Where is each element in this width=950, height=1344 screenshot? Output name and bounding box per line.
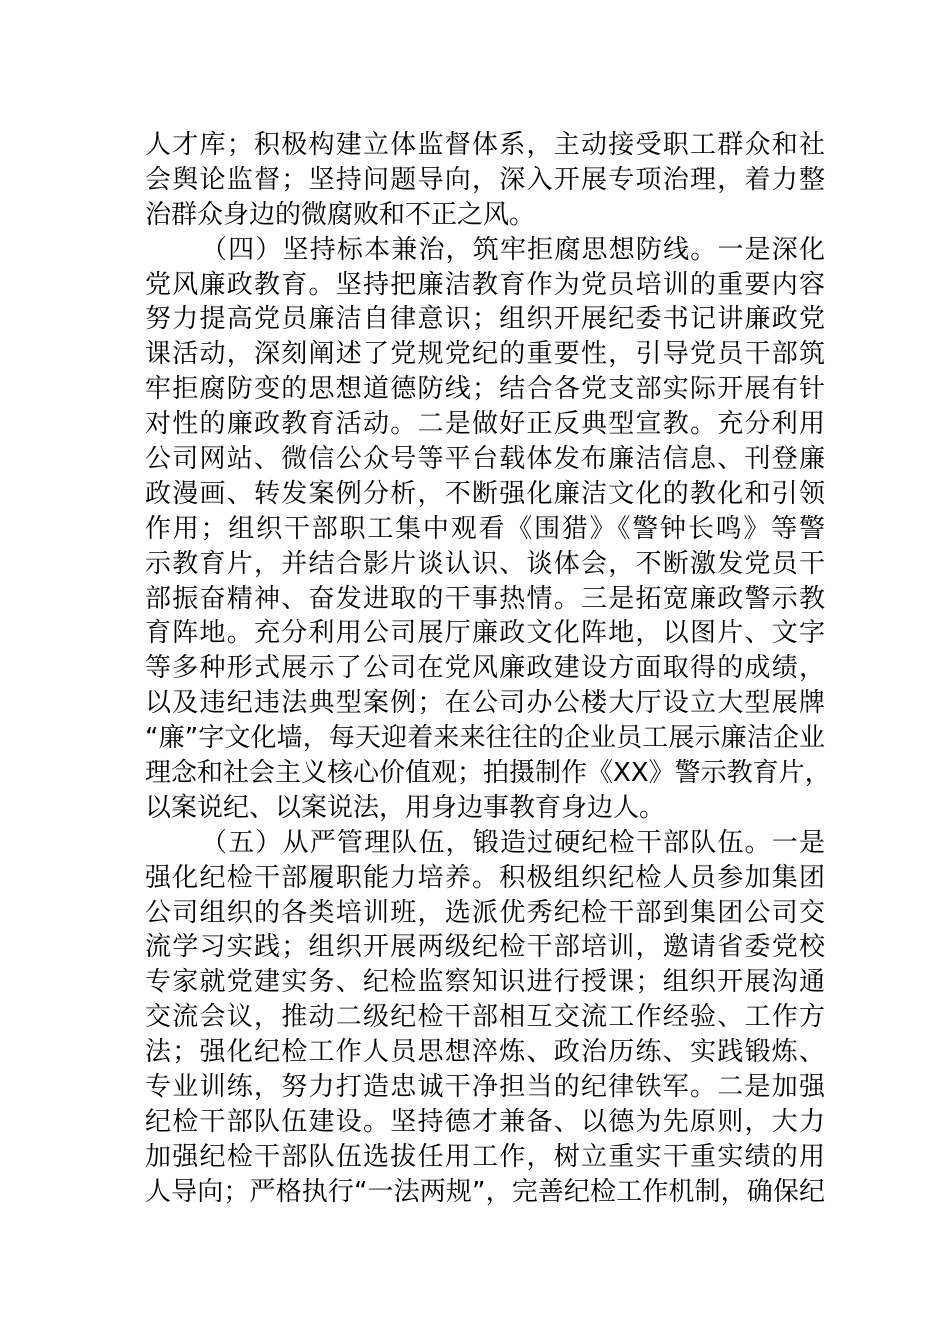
text-line: 对性的廉政教育活动。二是做好正反典型宣教。充分利用 <box>145 409 825 440</box>
section-heading-line: （五）从严管理队伍，锻造过硬纪检干部队伍。一是 <box>201 827 825 858</box>
text-line: 纪检干部队伍建设。坚持德才兼备、以德为先原则，大力 <box>145 1106 825 1137</box>
text-line: 作用；组织干部职工集中观看《围猎》《警钟长鸣》等警 <box>145 513 825 544</box>
text-line: 政漫画、转发案例分析，不断强化廉洁文化的教化和引领 <box>145 478 825 509</box>
text-line: 示教育片，并结合影片谈认识、谈体会，不断激发党员干 <box>145 548 825 579</box>
text-line: 专业训练，努力打造忠诚干净担当的纪律铁军。二是加强 <box>145 1072 825 1103</box>
text-line: 专家就党建实务、纪检监察知识进行授课；组织开展沟通 <box>145 967 825 998</box>
text-line: 人导向；严格执行“一法两规”，完善纪检工作机制，确保纪 <box>145 1176 825 1207</box>
text-line: 等多种形式展示了公司在党风廉政建设方面取得的成绩， <box>145 653 825 684</box>
text-line: 流学习实践；组织开展两级纪检干部培训，邀请省委党校 <box>145 932 825 963</box>
text-line: 以案说纪、以案说法，用身边事教育身边人。 <box>145 792 666 823</box>
text-line: 努力提高党员廉洁自律意识；组织开展纪委书记讲廉政党 <box>145 304 825 335</box>
text-line: 课活动，深刻阐述了党规党纪的重要性，引导党员干部筑 <box>145 339 825 370</box>
text-line: 治群众身边的微腐败和不正之风。 <box>145 199 536 230</box>
text-line: 牢拒腐防变的思想道德防线；结合各党支部实际开展有针 <box>145 374 825 405</box>
text-line: 育阵地。充分利用公司展厅廉政文化阵地，以图片、文字 <box>145 618 825 649</box>
text-line: 强化纪检干部履职能力培养。积极组织纪检人员参加集团 <box>145 862 825 893</box>
text-line: 党风廉政教育。坚持把廉洁教育作为党员培训的重要内容 <box>145 269 825 300</box>
text-line: 公司网站、微信公众号等平台载体发布廉洁信息、刊登廉 <box>145 444 825 475</box>
text-line: 人才库；积极构建立体监督体系，主动接受职工群众和社 <box>145 130 825 160</box>
text-line: 法；强化纪检工作人员思想淬炼、政治历练、实践锻炼、 <box>145 1037 825 1068</box>
section-heading-line: （四）坚持标本兼治，筑牢拒腐思想防线。一是深化 <box>201 234 825 265</box>
document-body <box>145 128 831 1210</box>
text-line: 部振奋精神、奋发进取的干事热情。三是拓宽廉政警示教 <box>145 583 825 614</box>
text-line: 会舆论监督；坚持问题导向，深入开展专项治理，着力整 <box>145 164 825 195</box>
text-line: 加强纪检干部队伍选拔任用工作，树立重实干重实绩的用 <box>145 1141 825 1172</box>
text-line: 交流会议，推动二级纪检干部相互交流工作经验、工作方 <box>145 1002 825 1033</box>
text-line: 以及违纪违法典型案例；在公司办公楼大厅设立大型展牌 <box>145 688 825 719</box>
text-line: 公司组织的各类培训班，选派优秀纪检干部到集团公司交 <box>145 897 825 928</box>
text-line: 理念和社会主义核心价值观；拍摄制作《XX》警示教育片， <box>145 758 831 789</box>
text-line: “廉”字文化墙，每天迎着来来往往的企业员工展示廉洁企业 <box>145 723 825 754</box>
